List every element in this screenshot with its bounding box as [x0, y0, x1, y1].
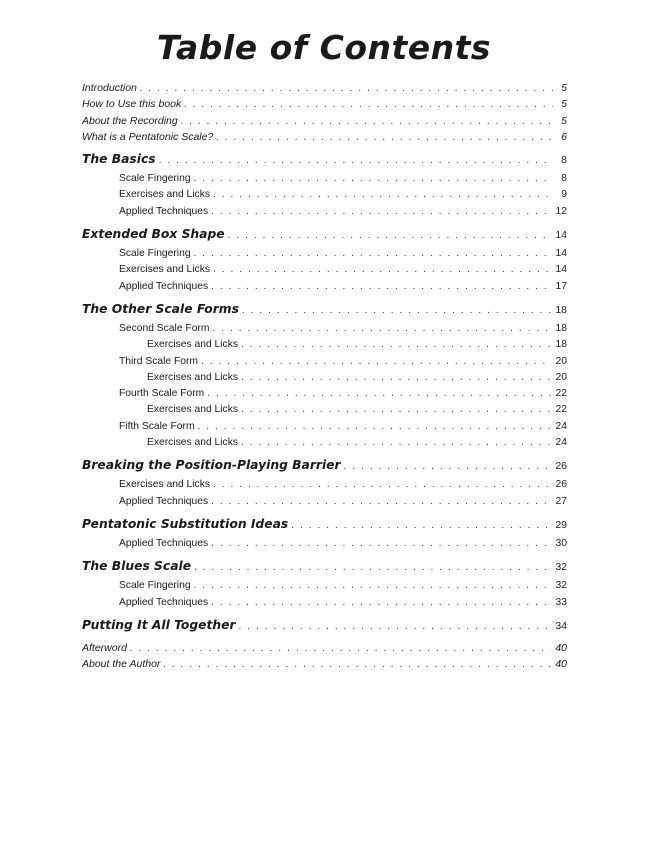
dot-leader: [198, 419, 552, 435]
toc-entry-scale-fingering[interactable]: [82, 578, 567, 594]
toc-chapter-putting-it-together[interactable]: [82, 615, 567, 635]
toc-entry-exercises-and-licks[interactable]: [82, 337, 567, 353]
toc-entry-fifth-scale-form[interactable]: [82, 419, 567, 435]
toc-page-number: 27: [555, 495, 567, 507]
toc-entry-title: Extended Box Shape: [82, 227, 225, 242]
toc-entry-title: About the Author: [82, 658, 161, 671]
toc-entry-title: Applied Techniques: [119, 495, 209, 507]
toc-entry-third-scale-form[interactable]: [82, 354, 567, 370]
dot-leader: [159, 151, 553, 169]
toc-entry-title: About the Recording: [82, 114, 178, 127]
toc-page-number: 14: [555, 264, 567, 276]
toc-entry-introduction[interactable]: [82, 80, 567, 96]
dot-leader: [207, 386, 551, 402]
toc-entry-title: Exercises and Licks: [147, 437, 238, 449]
toc-entry-title: The Basics: [82, 152, 156, 167]
toc-entry-how-to-use[interactable]: [82, 96, 567, 112]
toc-entry-title: Exercises and Licks: [119, 189, 210, 201]
dot-leader: [194, 558, 551, 576]
toc-page-number: 8: [561, 154, 567, 167]
toc-page-number: 12: [555, 205, 567, 217]
page-title: Table of Contents: [156, 28, 492, 67]
toc-entry-title: Third Scale Form: [119, 355, 198, 367]
toc-page-number: 17: [555, 280, 567, 292]
toc-entry-applied-techniques[interactable]: [82, 536, 567, 552]
toc-entry-title: Fifth Scale Form: [119, 420, 195, 432]
toc-page-number: 20: [555, 371, 567, 383]
dot-leader: [239, 617, 552, 635]
dot-leader: [194, 578, 552, 594]
dot-leader: [140, 81, 553, 96]
toc-entry-fourth-scale-form[interactable]: [82, 386, 567, 402]
toc-entry-title: Introduction: [82, 82, 137, 94]
toc-entry-title: The Blues Scale: [82, 559, 192, 574]
toc-page-number: 14: [555, 229, 567, 242]
toc-page-number: 40: [555, 658, 567, 671]
toc-entry-what-is-pentatonic[interactable]: [82, 129, 567, 145]
toc-entry-title: Scale Fingering: [119, 248, 191, 260]
toc-page-number: 34: [555, 619, 567, 632]
dot-leader: [241, 370, 552, 386]
dot-leader: [242, 301, 551, 319]
toc-chapter-the-basics[interactable]: [82, 149, 567, 169]
toc-entry-exercises-and-licks[interactable]: [82, 402, 567, 418]
toc-entry-title: Applied Techniques: [119, 205, 209, 217]
dot-leader: [212, 321, 551, 337]
toc-entry-title: Scale Fingering: [119, 580, 191, 592]
toc-page-number: 5: [561, 82, 567, 94]
toc-entry-title: Exercises and Licks: [147, 404, 238, 416]
dot-leader: [213, 477, 552, 493]
toc-page-number: 18: [555, 303, 567, 316]
dot-leader: [344, 457, 552, 475]
toc-entry-title: How to Use this book: [82, 98, 182, 111]
dot-leader: [211, 494, 551, 510]
dot-leader: [211, 279, 551, 295]
dot-leader: [211, 536, 551, 552]
dot-leader: [194, 246, 552, 262]
toc-page-number: 9: [561, 189, 567, 201]
dot-leader: [241, 402, 552, 418]
toc-entry-exercises-and-licks[interactable]: [82, 370, 567, 386]
dot-leader: [241, 337, 552, 353]
dot-leader: [211, 204, 551, 220]
toc-page-number: 5: [561, 114, 567, 127]
toc-entry-title: Exercises and Licks: [119, 479, 210, 491]
toc-entry-title: Fourth Scale Form: [119, 388, 205, 400]
toc-entry-title: What is a Pentatonic Scale?: [82, 130, 214, 143]
dot-leader: [228, 226, 552, 244]
toc-entry-afterword[interactable]: [82, 640, 567, 656]
table-of-contents: [82, 80, 567, 672]
toc-entry-scale-fingering[interactable]: [82, 171, 567, 187]
toc-page-number: 33: [555, 596, 567, 608]
toc-page-number: 22: [555, 404, 567, 416]
toc-chapter-pentatonic-substitution[interactable]: [82, 514, 567, 534]
toc-page-number: 30: [555, 537, 567, 549]
dot-leader: [184, 97, 553, 112]
toc-entry-about-recording[interactable]: [82, 113, 567, 129]
dot-leader: [194, 171, 553, 187]
toc-entry-applied-techniques[interactable]: [82, 279, 567, 295]
toc-page-number: 29: [555, 518, 567, 531]
toc-chapter-other-scale-forms[interactable]: [82, 299, 567, 319]
toc-page-number: 18: [555, 339, 567, 351]
toc-entry-title: Applied Techniques: [119, 280, 209, 292]
toc-page-number: 32: [555, 561, 567, 574]
toc-page-number: 18: [555, 322, 567, 334]
dot-leader: [216, 130, 553, 145]
toc-entry-title: Exercises and Licks: [147, 339, 238, 351]
toc-entry-exercises-and-licks[interactable]: [82, 187, 567, 203]
dot-leader: [213, 262, 552, 278]
toc-entry-about-author[interactable]: [82, 656, 567, 672]
toc-entry-exercises-and-licks[interactable]: [82, 262, 567, 278]
toc-page-number: 40: [555, 641, 567, 654]
toc-entry-applied-techniques[interactable]: [82, 494, 567, 510]
toc-page-number: 8: [561, 173, 567, 185]
toc-entry-title: Second Scale Form: [119, 322, 210, 334]
dot-leader: [201, 354, 552, 370]
toc-entry-scale-fingering[interactable]: [82, 246, 567, 262]
dot-leader: [291, 516, 551, 534]
toc-entry-title: Exercises and Licks: [147, 371, 238, 383]
dot-leader: [213, 187, 553, 203]
toc-page-number: 22: [555, 388, 567, 400]
dot-leader: [181, 114, 553, 129]
toc-entry-title: Breaking the Position-Playing Barrier: [82, 458, 341, 473]
toc-page-number: 26: [555, 460, 567, 473]
toc-entry-title: Exercises and Licks: [119, 264, 210, 276]
toc-chapter-breaking-position-barrier[interactable]: [82, 455, 567, 475]
toc-entry-exercises-and-licks[interactable]: [82, 435, 567, 451]
toc-entry-title: The Other Scale Forms: [82, 301, 239, 316]
toc-entry-title: Afterword: [82, 641, 127, 654]
toc-entry-title: Applied Techniques: [119, 596, 209, 608]
toc-entry-applied-techniques[interactable]: [82, 204, 567, 220]
toc-entry-exercises-and-licks[interactable]: [82, 477, 567, 493]
toc-entry-title: Pentatonic Substitution Ideas: [82, 516, 289, 531]
toc-entry-second-scale-form[interactable]: [82, 321, 567, 337]
toc-chapter-extended-box-shape[interactable]: [82, 224, 567, 244]
toc-page-number: 6: [561, 130, 567, 143]
toc-entry-title: Applied Techniques: [119, 537, 209, 549]
toc-page-number: 14: [555, 248, 567, 260]
toc-page-number: 32: [555, 580, 567, 592]
toc-entry-title: Putting It All Together: [82, 617, 236, 632]
toc-page-number: 24: [555, 437, 567, 449]
toc-entry-applied-techniques[interactable]: [82, 595, 567, 611]
toc-page-number: 26: [555, 479, 567, 491]
toc-entry-title: Scale Fingering: [119, 173, 191, 185]
dot-leader: [211, 595, 551, 611]
toc-page-number: 24: [555, 420, 567, 432]
toc-chapter-blues-scale[interactable]: [82, 556, 567, 576]
dot-leader: [130, 641, 551, 656]
toc-page-number: 5: [561, 98, 567, 111]
toc-page-number: 20: [555, 355, 567, 367]
dot-leader: [163, 657, 551, 672]
dot-leader: [241, 435, 552, 451]
